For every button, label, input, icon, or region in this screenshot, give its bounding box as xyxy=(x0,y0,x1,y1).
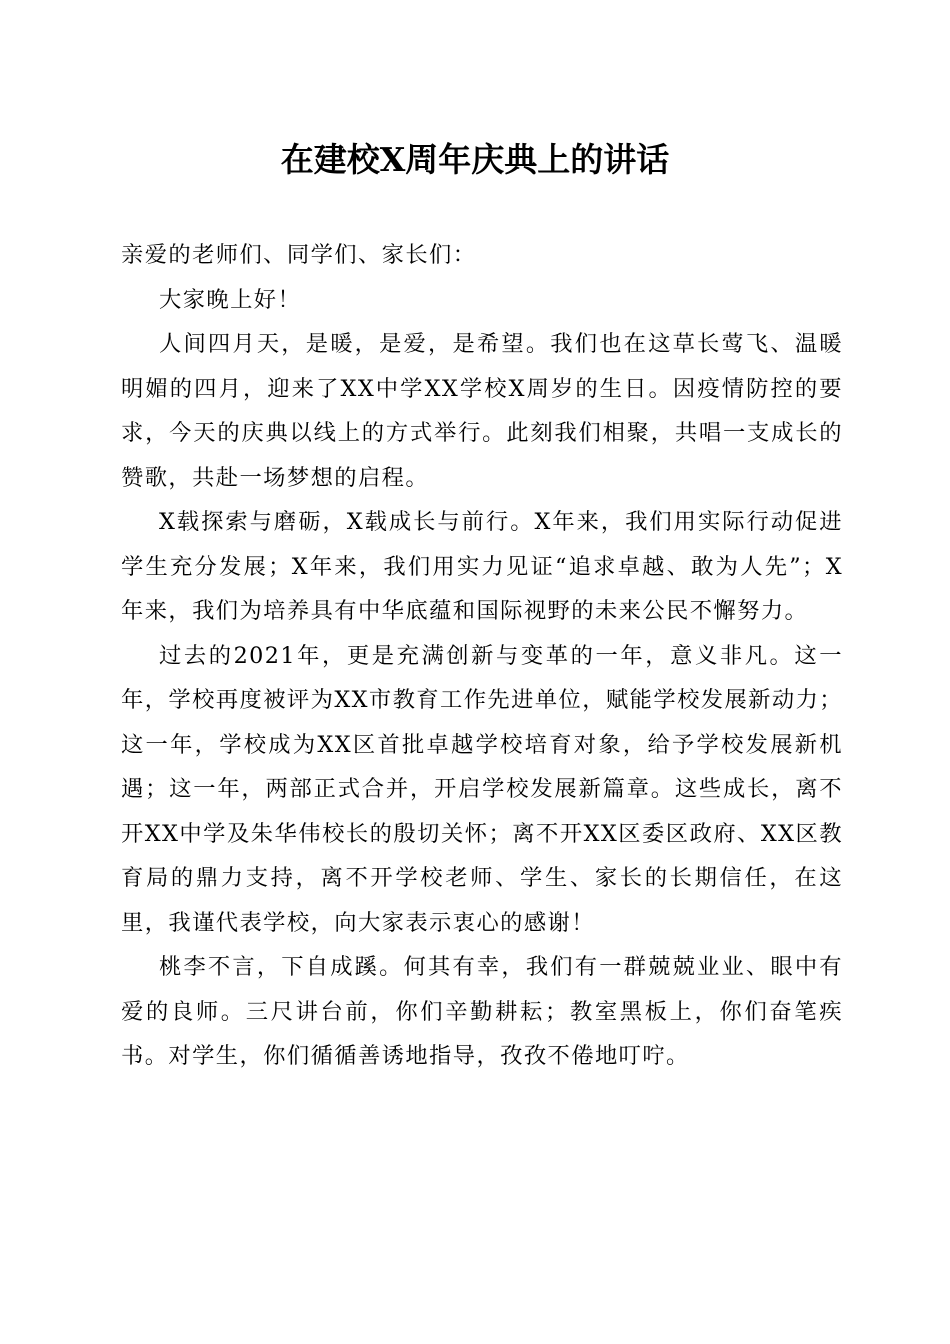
paragraph-2021: 过去的2021年，更是充满创新与变革的一年，意义非凡。这一年，学校再度被评为XX市教育工作先进单位，赋能学校发展新动力；这一年，学校成为XX区首批卓越学校培育对象，给予学校发展新机遇；这一年，两部正式合并，开启学校发展新篇章。这些成长，离不开XX中学及朱华伟校长的殷切关怀；离不开XX区委区政府、XX区教育局的鼎力支持，离不开学校老师、学生、家长的长期信任，在这里，我谨代表学校，向大家表示衷心的感谢！ xyxy=(121,642,843,936)
paragraph-april: 人间四月天，是暖，是爱，是希望。我们也在这草长莺飞、温暖明媚的四月，迎来了XX中学XX学校X周岁的生日。因疫情防控的要求，今天的庆典以线上的方式举行。此刻我们相聚，共唱一支成长的赞歌，共赴一场梦想的启程。 xyxy=(121,331,843,491)
paragraph-greeting: 大家晚上好！ xyxy=(159,286,302,313)
salutation: 亲爱的老师们、同学们、家长们： xyxy=(121,242,477,268)
paragraph-teachers: 桃李不言，下自成蹊。何其有幸，我们有一群兢兢业业、眼中有爱的良师。三尺讲台前，你们辛勤耕耘；教室黑板上，你们奋笔疾书。对学生，你们循循善诱地指导，孜孜不倦地叮咛。 xyxy=(121,954,843,1069)
paragraph-years: X载探索与磨砺，X载成长与前行。X年来，我们用实际行动促进学生充分发展；X年来，我们用实力见证“追求卓越、敢为人先”；X年来，我们为培养具有中华底蕴和国际视野的未来公民不懈努力。 xyxy=(121,509,843,624)
document-title: 在建校X周年庆典上的讲话 xyxy=(280,140,670,179)
document-body xyxy=(121,233,843,1079)
